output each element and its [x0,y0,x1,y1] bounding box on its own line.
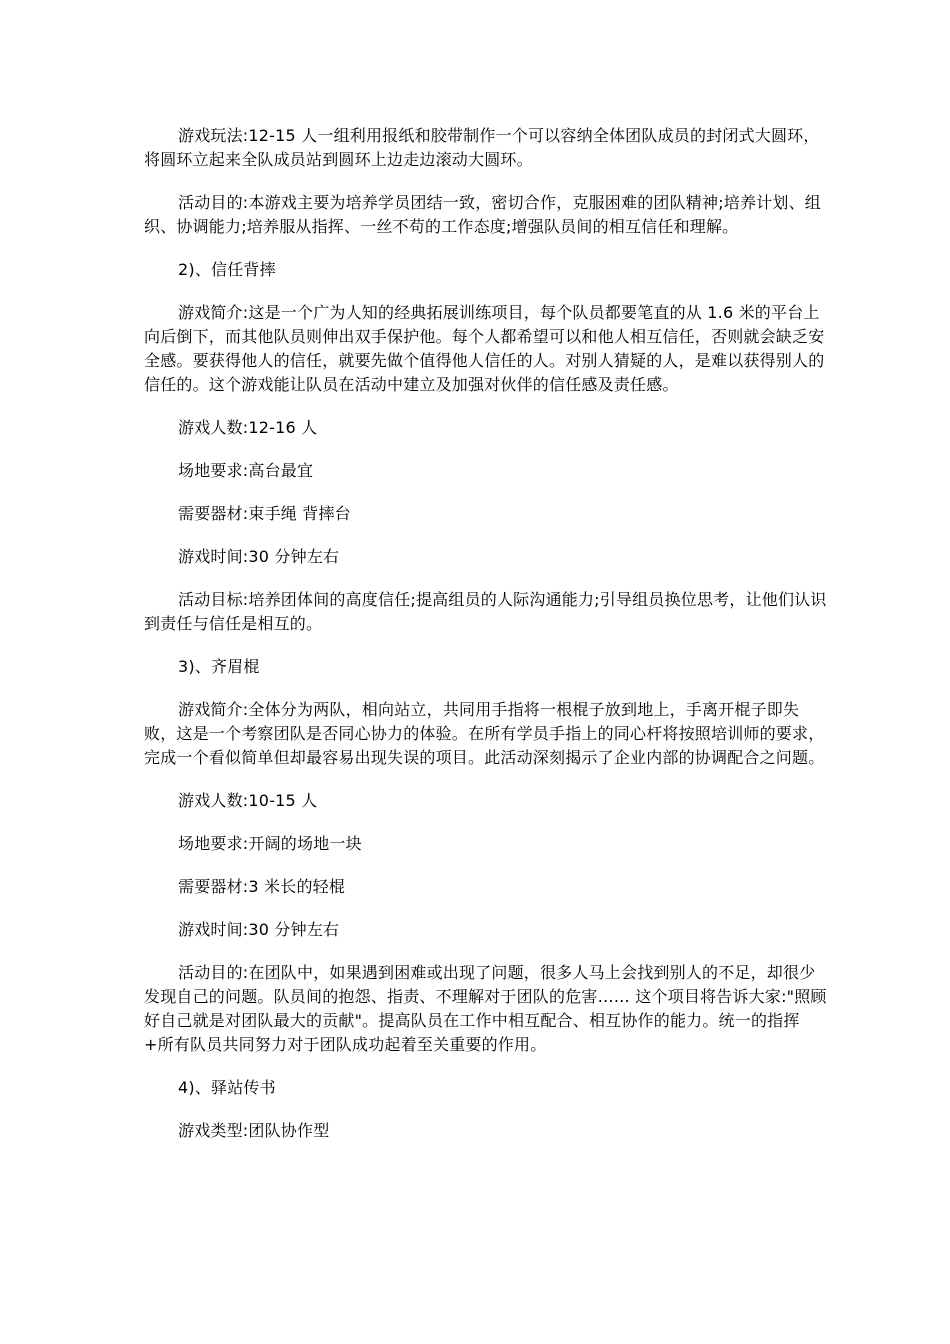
paragraph-activity-purpose: 活动目的:本游戏主要为培养学员团结一致，密切合作，克服困难的团队精神;培养计划、组织、协调能力;培养服从指挥、一丝不苟的工作态度;增强队员间的相互信任和理解。 [144,193,821,236]
paragraph-helium-stick-players: 游戏人数:10-15 人 [178,791,318,810]
section-heading-trust-fall: 2)、信任背摔 [178,260,276,279]
paragraph-helium-stick-purpose: 活动目的:在团队中，如果遇到困难或出现了问题，很多人马上会找到别人的不足，却很少发现自己的问题。队员间的抱怨、指责、不理解对于团队的危害…… 这个项目将告诉大家:"照顾好自己就是对团队最大的贡献"。提高队员在工作中相互配合、相互协作的能力。统一的指挥+所有队员共同努力对于团队成功起着至关重要的作用。 [144,963,827,1054]
paragraph-trust-fall-venue: 场地要求:高台最宜 [178,461,314,480]
paragraph-helium-stick-equipment: 需要器材:3 米长的轻棍 [178,877,346,896]
paragraph-helium-stick-venue: 场地要求:开阔的场地一块 [178,834,362,853]
paragraph-helium-stick-intro: 游戏简介:全体分为两队，相向站立，共同用手指将一根棍子放到地上，手离开棍子即失败，这是一个考察团队是否同心协力的体验。在所有学员手指上的同心杆将按照培训师的要求，完成一个看似简单但却最容易出现失误的项目。此活动深刻揭示了企业内部的协调配合之问题。 [144,700,825,767]
section-heading-helium-stick: 3)、齐眉棍 [178,657,260,676]
paragraph-trust-fall-goal: 活动目标:培养团体间的高度信任;提高组员的人际沟通能力;引导组员换位思考，让他们认识到责任与信任是相互的。 [144,590,827,633]
paragraph-trust-fall-players: 游戏人数:12-16 人 [178,418,318,437]
paragraph-helium-stick-time: 游戏时间:30 分钟左右 [178,920,340,939]
section-heading-relay-message: 4)、驿站传书 [178,1078,276,1097]
paragraph-trust-fall-intro: 游戏简介:这是一个广为人知的经典拓展训练项目，每个队员都要笔直的从 1.6 米的平台上向后倒下，而其他队员则伸出双手保护他。每个人都希望可以和他人相互信任，否则就会缺乏安全感。要获得他人的信任，就要先做个值得他人信任的人。对别人猜疑的人，是难以获得别人的信任的。这个游戏能让队员在活动中建立及加强对伙伴的信任感及责任感。 [144,303,825,394]
paragraph-trust-fall-time: 游戏时间:30 分钟左右 [178,547,340,566]
paragraph-relay-message-type: 游戏类型:团队协作型 [178,1121,330,1140]
document-body [144,124,829,1162]
paragraph-game-rules: 游戏玩法:12-15 人一组利用报纸和胶带制作一个可以容纳全体团队成员的封闭式大圆环，将圆环立起来全队成员站到圆环上边走边滚动大圆环。 [144,126,820,169]
paragraph-trust-fall-equipment: 需要器材:束手绳 背摔台 [178,504,351,523]
